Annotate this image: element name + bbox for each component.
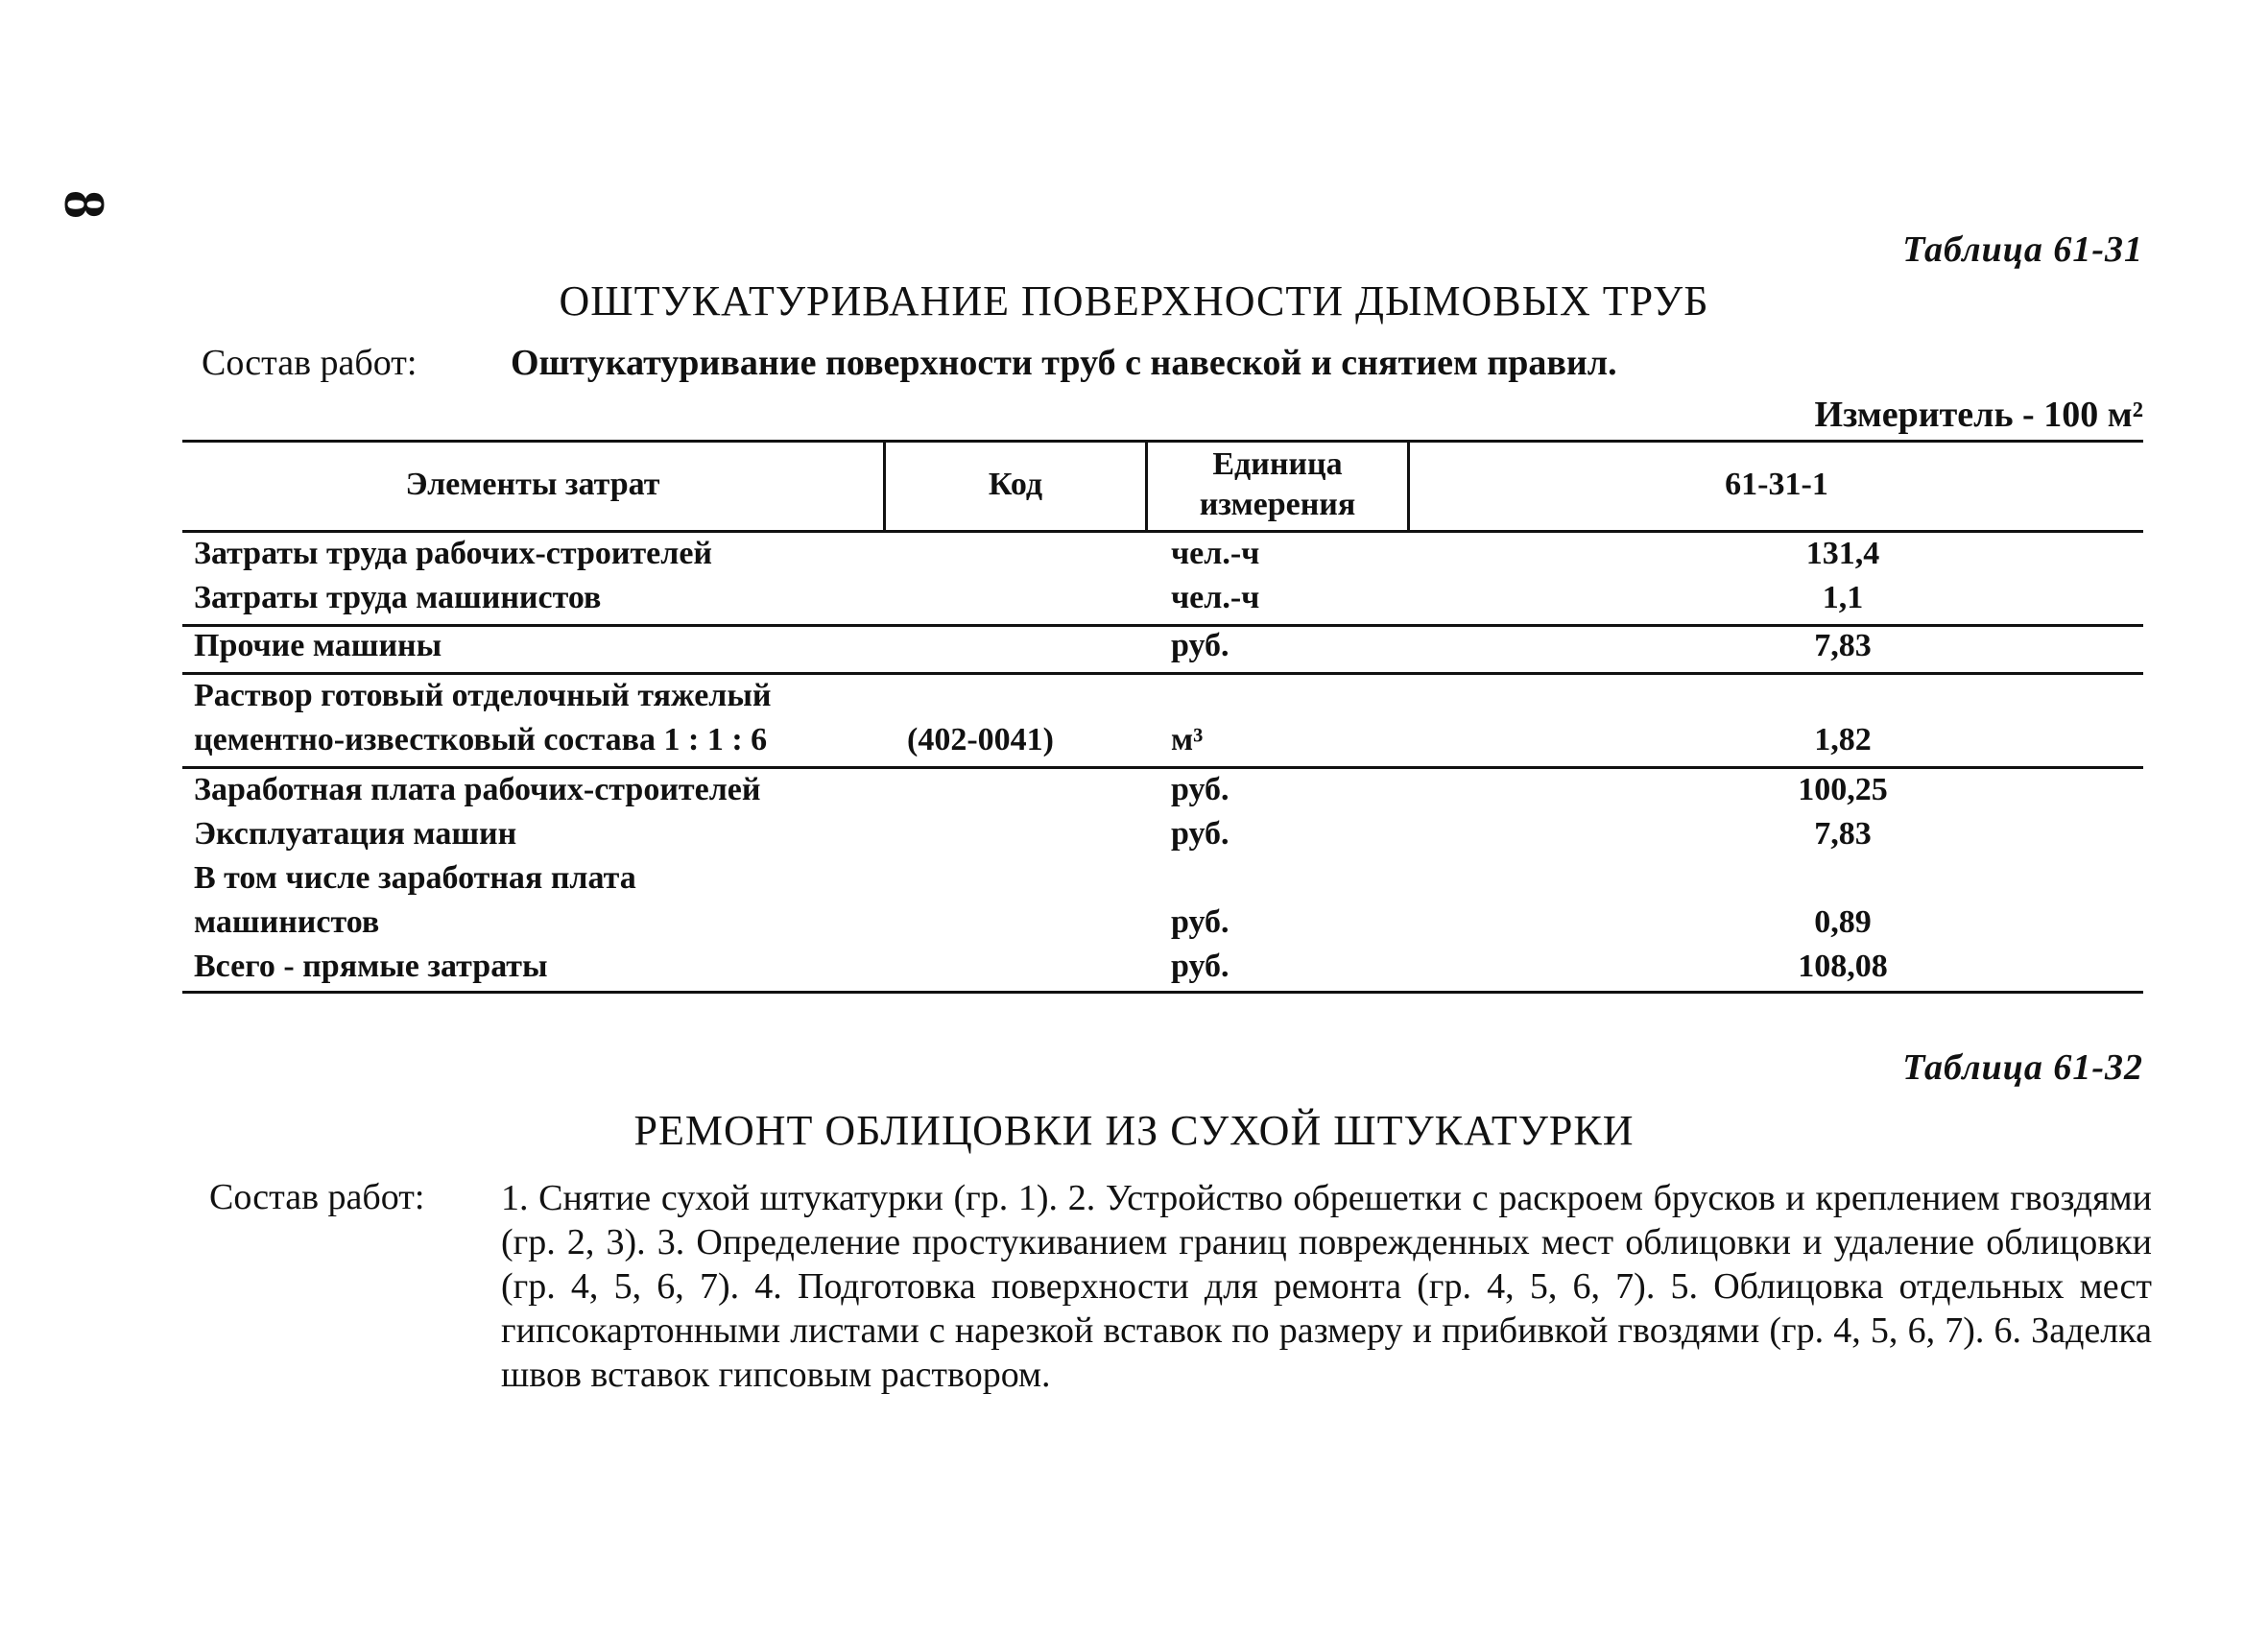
row-name: машинистов (194, 904, 380, 940)
header-elements: Элементы затрат (405, 466, 660, 502)
row-name: Заработная плата рабочих-строителей (194, 772, 761, 807)
header-bottom-rule (182, 530, 2143, 533)
row-unit: руб. (1171, 772, 1229, 807)
row-name: Эксплуатация машин (194, 816, 517, 852)
table-row (182, 949, 2143, 993)
row-name: Всего - прямые затраты (194, 949, 548, 984)
composition-text: Оштукатуривание поверхности труб с навеской и снятием правил. (511, 343, 1617, 383)
row-rule (182, 672, 2143, 675)
row-name: В том числе заработная плата (194, 860, 636, 896)
row-name: цементно-известковый состава 1 : 1 : 6 (194, 722, 768, 757)
table-row (182, 536, 2143, 580)
header-code-61-31-1: 61-31-1 (1725, 466, 1828, 502)
composition-label: Состав работ: (202, 343, 418, 383)
table-row (182, 678, 2143, 722)
section-title: ОШТУКАТУРИВАНИЕ ПОВЕРХНОСТИ ДЫМОВЫХ ТРУБ (559, 277, 1709, 324)
table-label: Таблица 61-32 (1902, 1047, 2143, 1088)
row-rule (182, 624, 2143, 627)
row-unit: руб. (1171, 816, 1229, 852)
table-row (182, 772, 2143, 816)
row-value: 0,89 (1814, 904, 1872, 940)
row-unit: руб. (1171, 949, 1229, 984)
row-unit: м³ (1171, 722, 1204, 757)
row-name: Прочие машины (194, 628, 442, 663)
composition-line (202, 342, 1617, 384)
row-code: (402-0041) (907, 722, 1054, 757)
row-value: 108,08 (1798, 949, 1888, 984)
table-row (182, 580, 2143, 624)
row-value: 1,1 (1822, 580, 1864, 615)
row-rule (182, 766, 2143, 769)
row-name: Затраты труда рабочих-строителей (194, 536, 713, 571)
table-row (182, 816, 2143, 860)
table-row (182, 904, 2143, 949)
row-unit: руб. (1171, 628, 1229, 663)
row-value: 131,4 (1805, 536, 1880, 571)
composition-label: Состав работ: (209, 1177, 425, 1217)
table-row (182, 722, 2143, 766)
composition-text: 1. Снятие сухой штукатурки (гр. 1). 2. Устройство обрешетки с раскроем брусков и креплением гвоздями (гр. 2, 3). 3. Определение простукиванием границ поврежденных мест облицовки и удаление облицовки (гр. 4, 5, 6, 7). 4. Подготовка поверхности для ремонта (гр. 4, 5, 6, 7). 5. Облицовка отдельных мест гипсокартонными листами с нарезкой вставок по размеру и прибивкой гвоздями (гр. 4, 5, 6, 7). 6. Заделка швов вставок гипсовым раствором. (501, 1178, 2152, 1395)
header-unit: Единица измерения (1199, 445, 1356, 522)
table-label: Таблица 61-31 (1902, 229, 2143, 270)
measure-unit: Измеритель - 100 м² (1814, 395, 2143, 435)
row-unit: чел.-ч (1171, 536, 1260, 571)
row-value: 1,82 (1814, 722, 1872, 757)
table-row (182, 860, 2143, 904)
row-unit: чел.-ч (1171, 580, 1260, 615)
row-value: 7,83 (1814, 628, 1872, 663)
row-name: Раствор готовый отделочный тяжелый (194, 678, 772, 713)
row-value: 7,83 (1814, 816, 1872, 852)
row-unit: руб. (1171, 904, 1229, 940)
row-value: 100,25 (1798, 772, 1888, 807)
table-row (182, 628, 2143, 672)
section-title: РЕМОНТ ОБЛИЦОВКИ ИЗ СУХОЙ ШТУКАТУРКИ (633, 1107, 1635, 1154)
row-name: Затраты труда машинистов (194, 580, 602, 615)
table-bottom-rule (182, 991, 2143, 994)
header-code: Код (988, 466, 1043, 502)
page-number: 8 (53, 190, 116, 219)
